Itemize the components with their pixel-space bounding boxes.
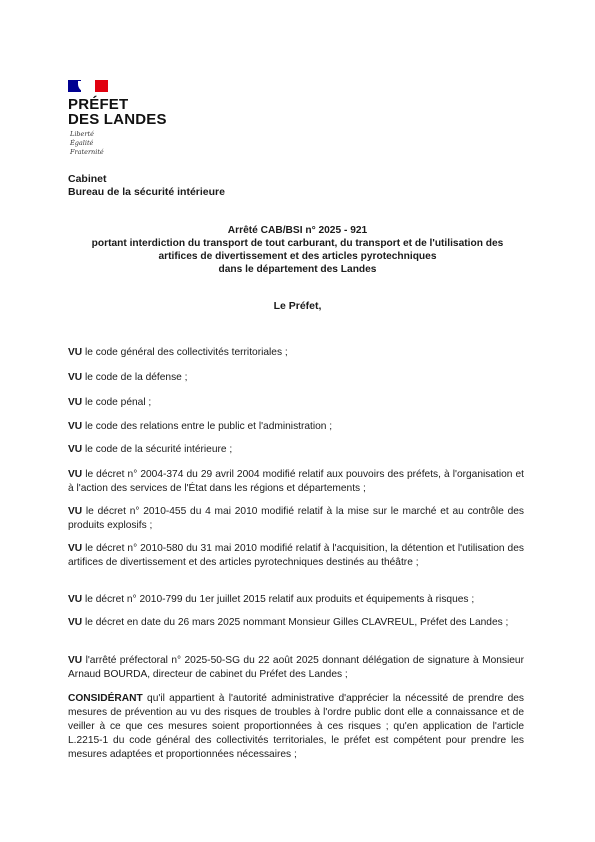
arrete-title-line: dans le département des Landes bbox=[218, 264, 377, 275]
considerant-paragraph: CONSIDÉRANT qu'il appartient à l'autorité administrative d'apprécier la nécessité de prendre des mesures de prévention au vu des risques de troubles à l'ordre public dont elle a connaissance et de veiller à ce que ces mesures soient proportionnées à ces risques ; qu'en application de l'article L.2215-1 du code général des collectivités territoriales, le préfet est compétent pour prendre les mesures adaptées et proportionnées nécessaires ; bbox=[68, 693, 524, 760]
prefecture-name: DES LANDES bbox=[68, 111, 167, 128]
prefet-title: PRÉFET bbox=[68, 96, 129, 113]
vu-paragraph: VU le décret n° 2004-374 du 29 avril 2004 modifié relatif aux pouvoirs des préfets, à l'organisation et à l'action des services de l'État dans les régions et départements ; bbox=[68, 469, 524, 494]
vu-paragraph: VU le code pénal ; bbox=[68, 397, 152, 408]
vu-paragraph: VU le décret n° 2010-580 du 31 mai 2010 modifié relatif à l'acquisition, la détention et l'utilisation des artifices de divertissement et des articles pyrotechniques destinés au théâtre ; bbox=[68, 543, 524, 568]
arrete-number: Arrêté CAB/BSI n° 2025 - 921 bbox=[227, 225, 368, 236]
arrete-title-line: artifices de divertissement et des articles pyrotechniques bbox=[158, 251, 437, 262]
le-prefet-heading: Le Préfet, bbox=[273, 300, 322, 312]
vu-paragraph: VU le code des relations entre le public et l'administration ; bbox=[68, 421, 333, 432]
vu-paragraph: VU le décret n° 2010-455 du 4 mai 2010 modifié relatif à la mise sur le marché et au contrôle des produits explosifs ; bbox=[68, 506, 524, 531]
vu-paragraph: VU le code de la sécurité intérieure ; bbox=[68, 444, 233, 455]
vu-paragraph: VU le code de la défense ; bbox=[68, 372, 188, 383]
service-cabinet: Cabinet bbox=[68, 173, 107, 185]
vu-paragraph: VU le décret en date du 26 mars 2025 nommant Monsieur Gilles CLAVREUL, Préfet des Landes ; bbox=[68, 617, 509, 628]
motto-egalite: Égalité bbox=[70, 139, 94, 147]
marianne-flag-logo bbox=[68, 80, 108, 92]
motto-fraternite: Fraternité bbox=[70, 148, 104, 156]
motto-liberte: Liberté bbox=[70, 130, 94, 138]
service-bureau: Bureau de la sécurité intérieure bbox=[68, 186, 225, 198]
arrete-title-line: portant interdiction du transport de tout carburant, du transport et de l'utilisation des bbox=[91, 238, 504, 249]
vu-paragraph: VU le décret n° 2010-799 du 1er juillet 2015 relatif aux produits et équipements à risques ; bbox=[68, 594, 475, 605]
vu-paragraph: VU l'arrêté préfectoral n° 2025-50-SG du 22 août 2025 donnant délégation de signature à Monsieur Arnaud BOURDA, directeur de cabinet du Préfet des Landes ; bbox=[68, 655, 524, 680]
vu-paragraph: VU le code général des collectivités territoriales ; bbox=[68, 347, 288, 358]
flag-red bbox=[95, 80, 108, 92]
